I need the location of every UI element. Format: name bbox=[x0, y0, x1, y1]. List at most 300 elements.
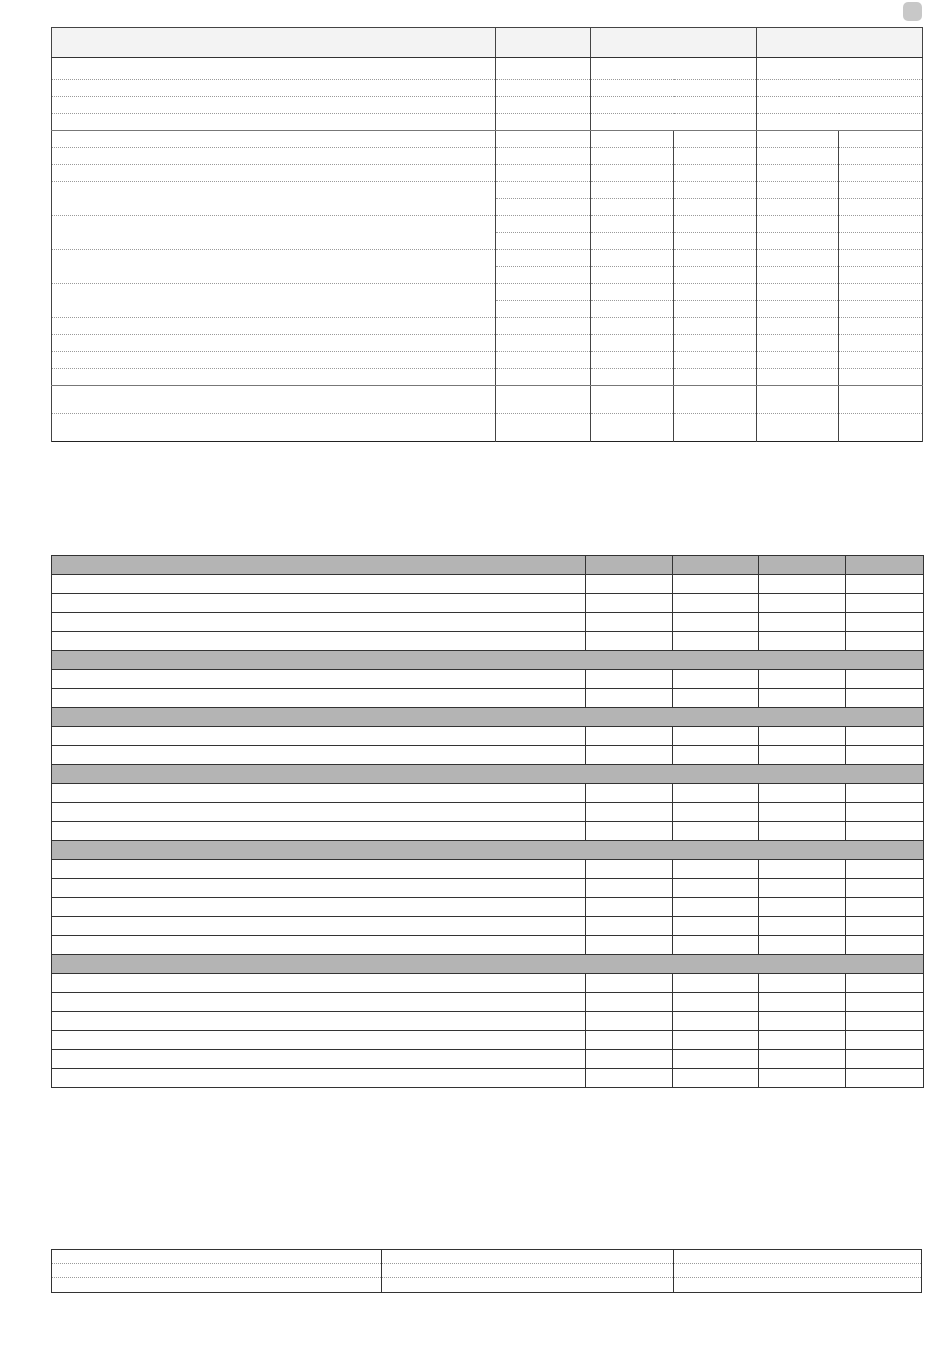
table-row bbox=[52, 860, 924, 879]
data-cell bbox=[52, 575, 586, 594]
data-cell bbox=[846, 727, 924, 746]
data-cell bbox=[52, 822, 586, 841]
spec-cell bbox=[674, 386, 757, 414]
spec-cell bbox=[757, 250, 839, 267]
spec-cell bbox=[496, 318, 591, 335]
spec-cell bbox=[52, 352, 496, 369]
data-cell bbox=[673, 613, 759, 632]
spec-cell bbox=[52, 369, 496, 386]
spec-cell bbox=[757, 97, 923, 114]
data-cell bbox=[586, 784, 673, 803]
data-cell bbox=[673, 1031, 759, 1050]
spec-cell bbox=[839, 284, 923, 301]
data-cell bbox=[586, 1069, 673, 1088]
table-row bbox=[52, 936, 924, 955]
data-cell bbox=[52, 594, 586, 613]
table-row bbox=[52, 575, 924, 594]
spec-cell bbox=[757, 63, 923, 80]
spec-cell bbox=[496, 216, 591, 233]
spec-header-cell bbox=[496, 28, 591, 58]
data-cell bbox=[759, 575, 846, 594]
specification-table bbox=[51, 27, 923, 442]
spec-cell bbox=[591, 114, 757, 131]
data-cell bbox=[846, 879, 924, 898]
spec-cell bbox=[591, 131, 674, 148]
table-row bbox=[52, 335, 923, 352]
spec-cell bbox=[591, 386, 674, 414]
table-row bbox=[52, 1264, 922, 1278]
data-cell bbox=[673, 1069, 759, 1088]
group-label bbox=[52, 651, 924, 670]
spec-cell bbox=[591, 216, 674, 233]
spec-header-cell bbox=[757, 28, 923, 58]
footer-cell bbox=[674, 1250, 922, 1264]
data-cell bbox=[586, 898, 673, 917]
spec-cell bbox=[839, 369, 923, 386]
data-cell bbox=[586, 879, 673, 898]
spec-cell bbox=[496, 199, 591, 216]
data-cell bbox=[586, 803, 673, 822]
data-cell bbox=[759, 974, 846, 993]
data-cell bbox=[846, 1012, 924, 1031]
data-cell bbox=[759, 993, 846, 1012]
data-cell bbox=[846, 822, 924, 841]
spec-cell bbox=[674, 199, 757, 216]
table-row bbox=[52, 1250, 922, 1264]
spec-cell bbox=[839, 386, 923, 414]
spec-cell bbox=[591, 284, 674, 301]
spec-cell bbox=[757, 199, 839, 216]
spec-cell bbox=[757, 414, 839, 442]
data-cell bbox=[673, 746, 759, 765]
data-cell bbox=[586, 917, 673, 936]
spec-cell bbox=[757, 386, 839, 414]
table-row bbox=[52, 727, 924, 746]
spec-cell bbox=[591, 267, 674, 284]
data-cell bbox=[759, 898, 846, 917]
data-cell bbox=[759, 803, 846, 822]
table-row bbox=[52, 63, 923, 80]
spec-cell bbox=[591, 250, 674, 267]
table-row bbox=[52, 1069, 924, 1088]
spec-cell bbox=[591, 369, 674, 386]
data-cell bbox=[673, 879, 759, 898]
table-group-row bbox=[52, 841, 924, 860]
data-cell bbox=[586, 575, 673, 594]
data-cell bbox=[846, 575, 924, 594]
table-group-row bbox=[52, 651, 924, 670]
group-label bbox=[52, 955, 924, 974]
spec-cell bbox=[52, 284, 496, 318]
data-cell bbox=[759, 594, 846, 613]
spec-cell bbox=[496, 131, 591, 148]
spec-cell bbox=[591, 318, 674, 335]
table-row bbox=[52, 369, 923, 386]
data-cell bbox=[846, 860, 924, 879]
table-group-row bbox=[52, 708, 924, 727]
data-cell bbox=[52, 993, 586, 1012]
spec-cell bbox=[674, 165, 757, 182]
data-cell bbox=[52, 784, 586, 803]
table-row bbox=[52, 1031, 924, 1050]
table-row bbox=[52, 784, 924, 803]
spec-cell bbox=[757, 216, 839, 233]
data-cell bbox=[759, 860, 846, 879]
table-row bbox=[52, 974, 924, 993]
data-cell bbox=[52, 879, 586, 898]
table-row bbox=[52, 414, 923, 442]
data-cell bbox=[673, 1050, 759, 1069]
data-cell bbox=[759, 1031, 846, 1050]
data-cell bbox=[846, 689, 924, 708]
spec-cell bbox=[674, 352, 757, 369]
spec-cell bbox=[52, 148, 496, 165]
table-row bbox=[52, 131, 923, 148]
table-row bbox=[52, 97, 923, 114]
data-cell bbox=[586, 632, 673, 651]
data-cell bbox=[586, 822, 673, 841]
spec-cell bbox=[52, 97, 496, 114]
table-row bbox=[52, 613, 924, 632]
table-row bbox=[52, 670, 924, 689]
data-cell bbox=[586, 746, 673, 765]
table-row bbox=[52, 352, 923, 369]
spec-cell bbox=[52, 386, 496, 414]
table-row bbox=[52, 216, 923, 233]
table-row bbox=[52, 148, 923, 165]
data-cell bbox=[586, 613, 673, 632]
data-cell bbox=[759, 784, 846, 803]
footer-cell bbox=[674, 1278, 922, 1293]
table-row bbox=[52, 993, 924, 1012]
spec-cell bbox=[674, 335, 757, 352]
spec-cell bbox=[674, 414, 757, 442]
spec-cell bbox=[591, 199, 674, 216]
footer-cell bbox=[52, 1278, 382, 1293]
spec-cell bbox=[496, 414, 591, 442]
spec-cell bbox=[52, 250, 496, 284]
data-cell bbox=[846, 803, 924, 822]
spec-cell bbox=[757, 182, 839, 199]
spec-cell bbox=[757, 369, 839, 386]
data-cell bbox=[586, 594, 673, 613]
spec-cell bbox=[839, 131, 923, 148]
table-row bbox=[52, 822, 924, 841]
spec-cell bbox=[674, 284, 757, 301]
spec-cell bbox=[496, 148, 591, 165]
group-label bbox=[52, 708, 924, 727]
data-table bbox=[51, 555, 924, 1088]
footer-cell bbox=[382, 1278, 674, 1293]
data-cell bbox=[759, 917, 846, 936]
data-cell bbox=[52, 670, 586, 689]
data-header-cell bbox=[759, 556, 846, 575]
data-cell bbox=[52, 1050, 586, 1069]
data-cell bbox=[759, 1050, 846, 1069]
data-cell bbox=[759, 1069, 846, 1088]
data-cell bbox=[52, 727, 586, 746]
data-cell bbox=[673, 689, 759, 708]
spec-cell bbox=[52, 114, 496, 131]
spec-cell bbox=[52, 216, 496, 250]
data-cell bbox=[759, 689, 846, 708]
table-row bbox=[52, 318, 923, 335]
data-cell bbox=[586, 993, 673, 1012]
data-cell bbox=[846, 632, 924, 651]
page-number-badge bbox=[903, 2, 922, 21]
spec-cell bbox=[496, 165, 591, 182]
table-row bbox=[52, 898, 924, 917]
table-row bbox=[52, 250, 923, 267]
spec-cell bbox=[839, 199, 923, 216]
spec-cell bbox=[52, 131, 496, 148]
spec-cell bbox=[496, 97, 591, 114]
data-cell bbox=[759, 632, 846, 651]
spec-cell bbox=[496, 284, 591, 301]
spec-cell bbox=[839, 352, 923, 369]
spec-table-header-row bbox=[52, 28, 923, 58]
data-cell bbox=[586, 1012, 673, 1031]
spec-cell bbox=[496, 182, 591, 199]
spec-cell bbox=[52, 80, 496, 97]
spec-cell bbox=[591, 97, 757, 114]
spec-cell bbox=[757, 165, 839, 182]
data-cell bbox=[52, 1012, 586, 1031]
spec-cell bbox=[839, 335, 923, 352]
spec-cell bbox=[496, 386, 591, 414]
footer-cell bbox=[382, 1250, 674, 1264]
spec-cell bbox=[496, 267, 591, 284]
spec-cell bbox=[674, 182, 757, 199]
spec-cell bbox=[591, 352, 674, 369]
spec-cell bbox=[496, 369, 591, 386]
data-cell bbox=[759, 746, 846, 765]
data-cell bbox=[586, 689, 673, 708]
spec-cell bbox=[496, 233, 591, 250]
data-cell bbox=[673, 784, 759, 803]
table-row bbox=[52, 80, 923, 97]
data-cell bbox=[846, 613, 924, 632]
spec-cell bbox=[496, 250, 591, 267]
spec-cell bbox=[591, 80, 757, 97]
spec-cell bbox=[839, 318, 923, 335]
spec-cell bbox=[839, 414, 923, 442]
table-row bbox=[52, 803, 924, 822]
spec-cell bbox=[591, 414, 674, 442]
data-cell bbox=[673, 898, 759, 917]
data-cell bbox=[52, 632, 586, 651]
spec-cell bbox=[757, 284, 839, 301]
data-cell bbox=[846, 993, 924, 1012]
spec-cell bbox=[757, 148, 839, 165]
spec-cell bbox=[757, 131, 839, 148]
spec-cell bbox=[52, 335, 496, 352]
spec-cell bbox=[496, 80, 591, 97]
data-cell bbox=[52, 860, 586, 879]
table-row bbox=[52, 165, 923, 182]
group-label bbox=[52, 765, 924, 784]
data-cell bbox=[759, 1012, 846, 1031]
table-row bbox=[52, 386, 923, 414]
data-cell bbox=[846, 1069, 924, 1088]
spec-cell bbox=[674, 131, 757, 148]
spec-cell bbox=[52, 318, 496, 335]
data-cell bbox=[673, 632, 759, 651]
data-cell bbox=[586, 1031, 673, 1050]
data-cell bbox=[759, 822, 846, 841]
data-cell bbox=[52, 613, 586, 632]
spec-cell bbox=[674, 216, 757, 233]
data-cell bbox=[673, 860, 759, 879]
data-header-cell bbox=[846, 556, 924, 575]
table-row bbox=[52, 632, 924, 651]
spec-cell bbox=[839, 250, 923, 267]
spec-cell bbox=[757, 352, 839, 369]
spec-cell bbox=[757, 267, 839, 284]
data-cell bbox=[52, 689, 586, 708]
spec-cell bbox=[591, 148, 674, 165]
data-cell bbox=[759, 613, 846, 632]
table-row bbox=[52, 879, 924, 898]
data-header-cell bbox=[673, 556, 759, 575]
spec-cell bbox=[757, 80, 923, 97]
spec-cell bbox=[674, 301, 757, 318]
table-row bbox=[52, 284, 923, 301]
data-cell bbox=[673, 917, 759, 936]
table-row bbox=[52, 594, 924, 613]
data-cell bbox=[846, 1050, 924, 1069]
footer-cell bbox=[382, 1264, 674, 1278]
spec-cell bbox=[496, 63, 591, 80]
data-cell bbox=[673, 727, 759, 746]
spec-cell bbox=[674, 267, 757, 284]
spec-cell bbox=[496, 114, 591, 131]
data-cell bbox=[52, 974, 586, 993]
table-row bbox=[52, 1278, 922, 1293]
spec-cell bbox=[52, 414, 496, 442]
data-cell bbox=[52, 936, 586, 955]
table-row bbox=[52, 182, 923, 199]
data-cell bbox=[673, 1012, 759, 1031]
spec-header-cell bbox=[591, 28, 757, 58]
spec-cell bbox=[591, 63, 757, 80]
table-row bbox=[52, 1050, 924, 1069]
spec-cell bbox=[496, 335, 591, 352]
spec-cell bbox=[674, 369, 757, 386]
table-row bbox=[52, 917, 924, 936]
spec-cell bbox=[674, 233, 757, 250]
table-row bbox=[52, 1012, 924, 1031]
data-cell bbox=[846, 898, 924, 917]
spec-cell bbox=[839, 301, 923, 318]
spec-cell bbox=[496, 301, 591, 318]
data-cell bbox=[846, 974, 924, 993]
data-cell bbox=[846, 917, 924, 936]
data-cell bbox=[673, 575, 759, 594]
footer-table bbox=[51, 1249, 922, 1293]
data-cell bbox=[586, 727, 673, 746]
spec-cell bbox=[591, 335, 674, 352]
data-cell bbox=[52, 803, 586, 822]
data-header-cell bbox=[586, 556, 673, 575]
table-group-row bbox=[52, 765, 924, 784]
spec-cell bbox=[674, 250, 757, 267]
data-cell bbox=[52, 1069, 586, 1088]
table-group-row bbox=[52, 955, 924, 974]
data-cell bbox=[586, 1050, 673, 1069]
data-cell bbox=[673, 993, 759, 1012]
spec-cell bbox=[757, 301, 839, 318]
spec-cell bbox=[839, 182, 923, 199]
spec-cell bbox=[839, 233, 923, 250]
data-table-header-row bbox=[52, 556, 924, 575]
group-label bbox=[52, 841, 924, 860]
data-cell bbox=[846, 784, 924, 803]
spec-cell bbox=[757, 318, 839, 335]
data-cell bbox=[673, 936, 759, 955]
spec-cell bbox=[591, 233, 674, 250]
data-cell bbox=[759, 936, 846, 955]
data-cell bbox=[673, 974, 759, 993]
table-row bbox=[52, 689, 924, 708]
footer-cell bbox=[52, 1250, 382, 1264]
table-row bbox=[52, 746, 924, 765]
spec-cell bbox=[496, 352, 591, 369]
spec-cell bbox=[757, 233, 839, 250]
data-cell bbox=[586, 860, 673, 879]
spec-cell bbox=[674, 148, 757, 165]
data-cell bbox=[759, 670, 846, 689]
data-cell bbox=[673, 803, 759, 822]
data-cell bbox=[52, 1031, 586, 1050]
data-cell bbox=[586, 974, 673, 993]
data-cell bbox=[673, 822, 759, 841]
table-row bbox=[52, 114, 923, 131]
spec-cell bbox=[591, 301, 674, 318]
spec-header-cell bbox=[52, 28, 496, 58]
data-cell bbox=[52, 917, 586, 936]
spec-cell bbox=[52, 63, 496, 80]
footer-cell bbox=[52, 1264, 382, 1278]
data-cell bbox=[52, 746, 586, 765]
data-cell bbox=[586, 936, 673, 955]
spec-cell bbox=[52, 165, 496, 182]
data-cell bbox=[52, 898, 586, 917]
spec-cell bbox=[757, 114, 923, 131]
data-cell bbox=[846, 670, 924, 689]
data-cell bbox=[586, 670, 673, 689]
data-cell bbox=[846, 1031, 924, 1050]
spec-cell bbox=[839, 148, 923, 165]
spec-cell bbox=[839, 267, 923, 284]
data-header-cell bbox=[52, 556, 586, 575]
footer-cell bbox=[674, 1264, 922, 1278]
spec-cell bbox=[52, 182, 496, 216]
spec-cell bbox=[839, 165, 923, 182]
spec-cell bbox=[674, 318, 757, 335]
spec-cell bbox=[591, 182, 674, 199]
data-cell bbox=[673, 594, 759, 613]
data-cell bbox=[846, 936, 924, 955]
data-cell bbox=[846, 594, 924, 613]
spec-cell bbox=[757, 335, 839, 352]
data-cell bbox=[759, 879, 846, 898]
data-cell bbox=[846, 746, 924, 765]
spec-cell bbox=[591, 165, 674, 182]
data-cell bbox=[673, 670, 759, 689]
spec-cell bbox=[839, 216, 923, 233]
data-cell bbox=[759, 727, 846, 746]
